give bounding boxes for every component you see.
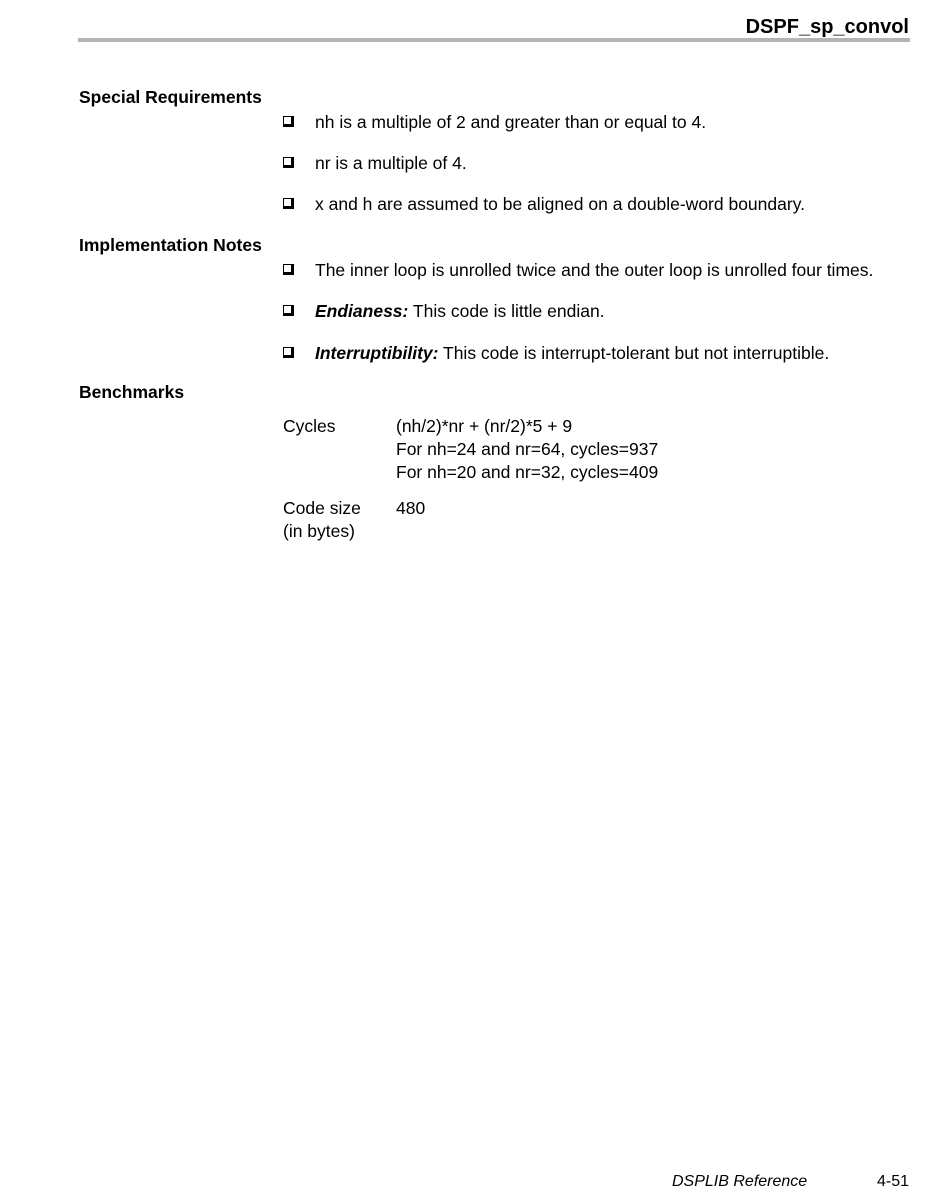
list-item-body: This code is little endian. xyxy=(408,301,605,321)
checkbox-bullet-icon xyxy=(283,157,294,168)
list-item-text xyxy=(315,300,605,322)
cycles-label: Cycles xyxy=(283,416,336,436)
special-requirements-heading: Special Requirements xyxy=(79,87,262,107)
list-item-text: nr is a multiple of 4. xyxy=(315,153,467,173)
list-item-body: This code is interrupt-tolerant but not interruptible. xyxy=(438,343,830,363)
checkbox-bullet-icon xyxy=(283,198,294,209)
list-item-lead: Endianess: xyxy=(315,301,409,321)
code-size-unit-label: (in bytes) xyxy=(283,521,355,541)
checkbox-bullet-icon xyxy=(283,264,294,275)
code-size-value: 480 xyxy=(396,498,426,518)
benchmarks-heading: Benchmarks xyxy=(79,382,185,402)
implementation-notes-heading: Implementation Notes xyxy=(79,235,262,255)
checkbox-bullet-icon xyxy=(283,116,294,127)
checkbox-bullet-icon xyxy=(283,347,294,358)
header-divider xyxy=(78,38,910,42)
footer-reference: DSPLIB Reference xyxy=(672,1173,808,1190)
list-item-text: x and h are assumed to be aligned on a double-word boundary. xyxy=(315,194,806,214)
list-item-lead: Interruptibility: xyxy=(315,343,439,363)
list-item-text xyxy=(315,342,829,364)
page-number: 4-51 xyxy=(876,1173,909,1190)
list-item-text xyxy=(315,259,873,281)
cycles-example: For nh=20 and nr=32, cycles=409 xyxy=(396,462,659,482)
code-size-label: Code size xyxy=(283,498,361,518)
list-item-text: nh is a multiple of 2 and greater than or equal to 4. xyxy=(315,112,707,132)
list-item-body: The inner loop is unrolled twice and the outer loop is unrolled four times. xyxy=(315,260,874,280)
cycles-formula: (nh/2)*nr + (nr/2)*5 + 9 xyxy=(396,416,573,436)
page-title: DSPF_sp_convol xyxy=(745,16,909,38)
checkbox-bullet-icon xyxy=(283,305,294,316)
cycles-example: For nh=24 and nr=64, cycles=937 xyxy=(396,439,659,459)
